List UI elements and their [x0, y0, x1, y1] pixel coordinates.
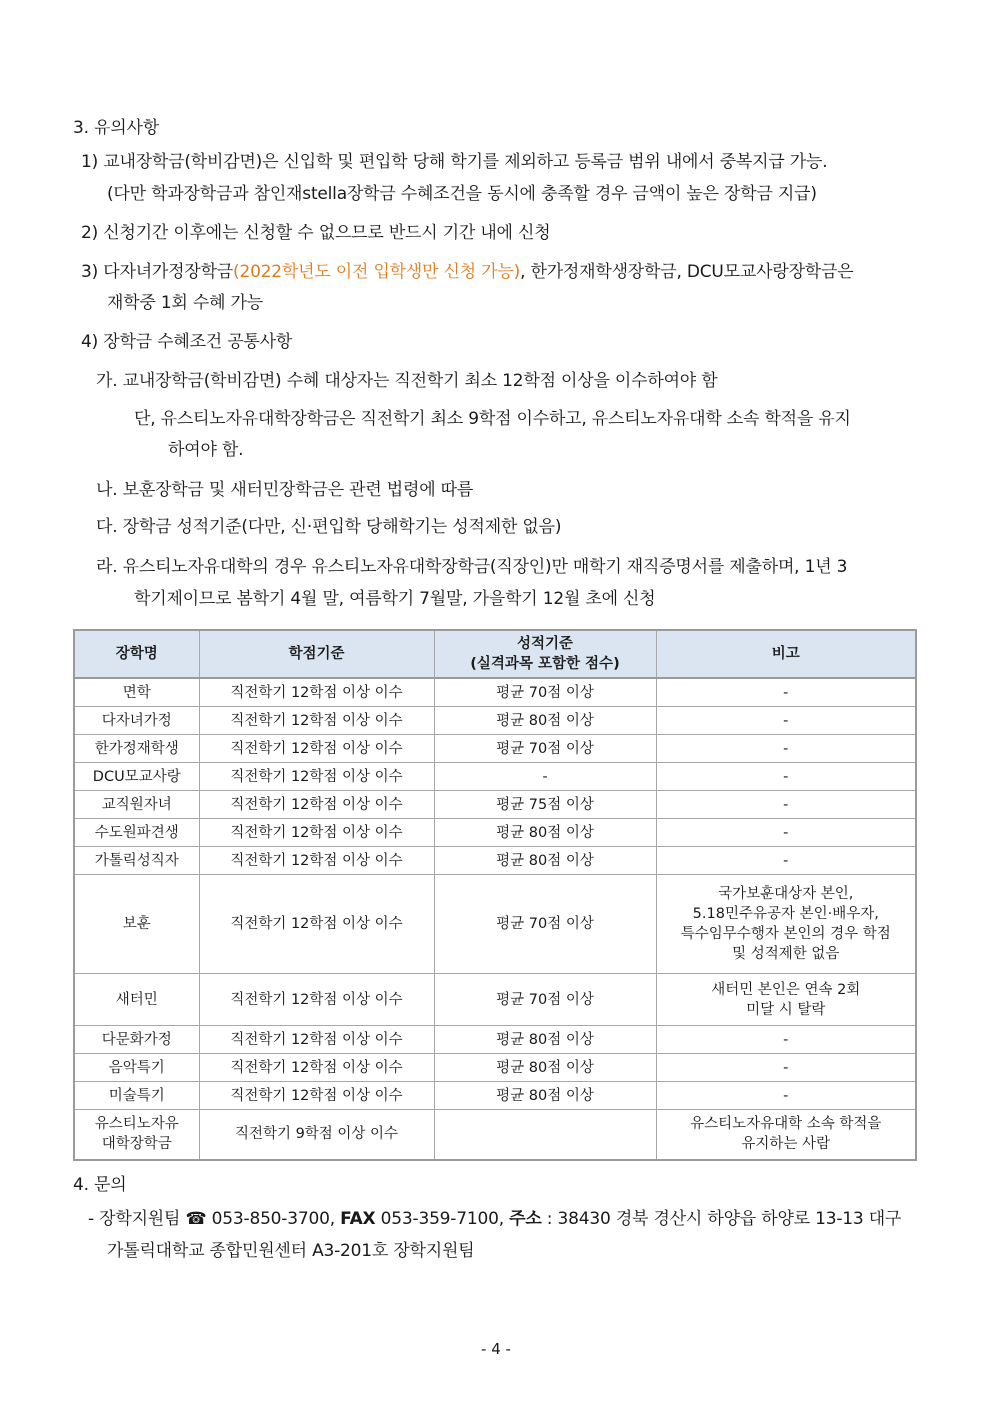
- note-item-3-line1: [81, 260, 853, 284]
- cell-name: 면학: [74, 678, 199, 707]
- header-credit: 학점기준: [199, 630, 434, 678]
- contact-team: - 장학지원팀: [88, 1209, 181, 1229]
- note-line: 유스티노자유대학 소속 학적을: [690, 1116, 882, 1133]
- note-line: 유지하는 사람: [741, 1136, 831, 1153]
- cell-name: 가톨릭성직자: [74, 847, 199, 875]
- cell-grade: 평균 70점 이상: [434, 735, 656, 763]
- note-item-2: 2) 신청기간 이후에는 신청할 수 없으므로 반드시 기간 내에 신청: [81, 223, 551, 243]
- table-row: [74, 678, 916, 707]
- note-item-4: 4) 장학금 수혜조건 공통사항: [81, 332, 293, 352]
- page-number: - 4 -: [481, 1340, 511, 1358]
- cell-credit: 직전학기 12학점 이상 이수: [199, 819, 434, 847]
- cell-note: -: [656, 1082, 916, 1110]
- cell-grade: 평균 80점 이상: [434, 1054, 656, 1082]
- table-row: [74, 1110, 916, 1160]
- header-name: 장학명: [74, 630, 199, 678]
- table-row: [74, 1054, 916, 1082]
- note-line: 미달 시 탈락: [746, 1001, 826, 1018]
- cell-credit: 직전학기 12학점 이상 이수: [199, 1026, 434, 1054]
- cell-credit: 직전학기 12학점 이상 이수: [199, 678, 434, 707]
- note-ra-line1: 라. 유스티노자유대학의 경우 유스티노자유대학장학금(직장인)만 매학기 재직증명서를 제출하며, 1년 3: [96, 557, 848, 577]
- scholarship-criteria-table: [73, 629, 917, 1161]
- contact-phone: 053-850-3700,: [211, 1209, 335, 1229]
- name-line: 유스티노자유: [94, 1116, 179, 1133]
- note-line: 국가보훈대상자 본인,: [718, 886, 854, 902]
- cell-name: 보훈: [74, 875, 199, 974]
- note-line: 5.18민주유공자 본인·배우자,: [692, 906, 879, 922]
- note-item-1-line1: 1) 교내장학금(학비감면)은 신입학 및 편입학 당해 학기를 제외하고 등록금 범위 내에서 중복지급 가능.: [81, 152, 828, 172]
- cell-credit: 직전학기 12학점 이상 이수: [199, 791, 434, 819]
- table-row: [74, 847, 916, 875]
- cell-name: 미술특기: [74, 1082, 199, 1110]
- section-4-heading: 4. 문의: [73, 1175, 127, 1195]
- note-ga-line2: 단, 유스티노자유대학장학금은 직전학기 최소 9학점 이수하고, 유스티노자유대학 소속 학적을 유지: [134, 409, 851, 429]
- cell-grade: 평균 80점 이상: [434, 707, 656, 735]
- phone-icon: ☎: [185, 1209, 207, 1229]
- cell-note: -: [656, 1026, 916, 1054]
- header-grade-line2: (실격과목 포함한 점수): [470, 656, 620, 672]
- cell-credit: 직전학기 12학점 이상 이수: [199, 1082, 434, 1110]
- header-note: 비고: [656, 630, 916, 678]
- note-item-3-prefix: 3) 다자녀가정장학금: [81, 262, 234, 282]
- cell-name: [74, 1110, 199, 1160]
- cell-name: DCU모교사랑: [74, 763, 199, 791]
- table-header-row: [74, 630, 916, 678]
- cell-credit: 직전학기 12학점 이상 이수: [199, 1054, 434, 1082]
- table-row: [74, 791, 916, 819]
- cell-grade: 평균 70점 이상: [434, 974, 656, 1026]
- fax-label: FAX: [340, 1209, 376, 1229]
- table-row: [74, 819, 916, 847]
- cell-grade: 평균 80점 이상: [434, 1082, 656, 1110]
- note-ga-line1: 가. 교내장학금(학비감면) 수혜 대상자는 직전학기 최소 12학점 이상을 이수하여야 함: [96, 371, 718, 391]
- cell-grade: 평균 80점 이상: [434, 1026, 656, 1054]
- cell-grade: 평균 70점 이상: [434, 678, 656, 707]
- table-row: [74, 1082, 916, 1110]
- cell-grade: [434, 1110, 656, 1160]
- note-ra-line2: 학기제이므로 봄학기 4월 말, 여름학기 7월말, 가을학기 12월 초에 신청: [134, 589, 656, 609]
- address-separator: :: [546, 1209, 553, 1229]
- table-row: [74, 735, 916, 763]
- address-label: 주소: [509, 1209, 542, 1229]
- cell-note: -: [656, 707, 916, 735]
- note-item-3-line2: 재학중 1회 수혜 가능: [107, 293, 264, 313]
- cell-note: -: [656, 735, 916, 763]
- note-item-3-suffix: , 한가정재학생장학금, DCU모교사랑장학금은: [520, 262, 854, 282]
- note-item-1-line2: (다만 학과장학금과 참인재stella장학금 수혜조건을 동시에 충족할 경우 금액이 높은 장학금 지급): [107, 184, 817, 204]
- cell-note: -: [656, 819, 916, 847]
- cell-name: 수도원파견생: [74, 819, 199, 847]
- note-item-3-highlight: (2022학년도 이전 입학생만 신청 가능): [233, 262, 521, 282]
- cell-credit: 직전학기 12학점 이상 이수: [199, 974, 434, 1026]
- note-line: 및 성적제한 없음: [732, 946, 840, 962]
- cell-note: [656, 875, 916, 974]
- cell-note: -: [656, 847, 916, 875]
- cell-grade: -: [434, 763, 656, 791]
- cell-credit: 직전학기 12학점 이상 이수: [199, 847, 434, 875]
- cell-name: 새터민: [74, 974, 199, 1026]
- cell-credit: 직전학기 12학점 이상 이수: [199, 875, 434, 974]
- cell-note: -: [656, 763, 916, 791]
- cell-grade: 평균 75점 이상: [434, 791, 656, 819]
- cell-note: [656, 974, 916, 1026]
- contact-fax: 053-359-7100,: [380, 1209, 504, 1229]
- note-line: 특수임무수행자 본인의 경우 학점: [680, 926, 891, 942]
- cell-name: 다자녀가정: [74, 707, 199, 735]
- note-na: 나. 보훈장학금 및 새터민장학금은 관련 법령에 따름: [96, 480, 474, 500]
- contact-line2: 가톨릭대학교 종합민원센터 A3-201호 장학지원팀: [107, 1241, 475, 1261]
- address-value: 38430 경북 경산시 하양읍 하양로 13-13 대구: [557, 1209, 902, 1229]
- table-row: [74, 763, 916, 791]
- cell-grade: 평균 80점 이상: [434, 819, 656, 847]
- cell-note: -: [656, 678, 916, 707]
- cell-name: 한가정재학생: [74, 735, 199, 763]
- table-row: [74, 707, 916, 735]
- note-line: 새터민 본인은 연속 2회: [711, 981, 861, 998]
- name-line: 대학장학금: [101, 1136, 172, 1153]
- cell-note: -: [656, 1054, 916, 1082]
- note-da: 다. 장학금 성적기준(다만, 신·편입학 당해학기는 성적제한 없음): [96, 517, 562, 537]
- table-row: [74, 875, 916, 974]
- table-row: [74, 974, 916, 1026]
- cell-name: 다문화가정: [74, 1026, 199, 1054]
- cell-credit: 직전학기 9학점 이상 이수: [199, 1110, 434, 1160]
- cell-credit: 직전학기 12학점 이상 이수: [199, 735, 434, 763]
- contact-line1: [88, 1207, 901, 1231]
- table-row: [74, 1026, 916, 1054]
- section-3-heading: 3. 유의사항: [73, 118, 159, 138]
- cell-name: 교직원자녀: [74, 791, 199, 819]
- cell-grade: 평균 80점 이상: [434, 847, 656, 875]
- cell-name: 음악특기: [74, 1054, 199, 1082]
- cell-credit: 직전학기 12학점 이상 이수: [199, 763, 434, 791]
- cell-note: [656, 1110, 916, 1160]
- cell-credit: 직전학기 12학점 이상 이수: [199, 707, 434, 735]
- note-ga-line3: 하여야 함.: [168, 440, 244, 460]
- cell-note: -: [656, 791, 916, 819]
- cell-grade: 평균 70점 이상: [434, 875, 656, 974]
- header-grade: [434, 630, 656, 678]
- header-grade-line1: 성적기준: [516, 636, 574, 652]
